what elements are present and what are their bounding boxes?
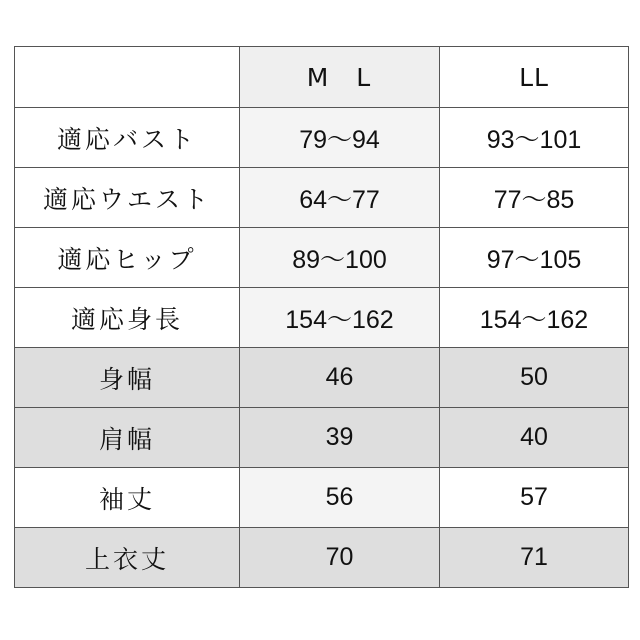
column-header-ll: LL bbox=[440, 47, 629, 108]
table-row-body-width bbox=[15, 348, 629, 408]
table-row-garment-length bbox=[15, 528, 629, 588]
row-label: 適応身長 bbox=[15, 288, 240, 348]
ll-value: 154～162 bbox=[440, 288, 629, 348]
ll-value: 93～101 bbox=[440, 108, 629, 168]
row-label: 袖丈 bbox=[15, 468, 240, 528]
ll-value: 50 bbox=[440, 348, 629, 408]
table-row-shoulder-width bbox=[15, 408, 629, 468]
ll-value: 57 bbox=[440, 468, 629, 528]
row-label: 適応ヒップ bbox=[15, 228, 240, 288]
size-chart bbox=[14, 46, 628, 587]
table-row-height bbox=[15, 288, 629, 348]
row-label: 適応ウエスト bbox=[15, 168, 240, 228]
ml-value: 154～162 bbox=[240, 288, 440, 348]
ml-value: 70 bbox=[240, 528, 440, 588]
row-label: 適応バスト bbox=[15, 108, 240, 168]
ll-value: 77～85 bbox=[440, 168, 629, 228]
ml-value: 39 bbox=[240, 408, 440, 468]
table-row-waist bbox=[15, 168, 629, 228]
ll-value: 97～105 bbox=[440, 228, 629, 288]
ml-value: 46 bbox=[240, 348, 440, 408]
table-row-hip bbox=[15, 228, 629, 288]
column-header-ml: M L bbox=[240, 47, 440, 108]
row-label: 上衣丈 bbox=[15, 528, 240, 588]
header-row bbox=[15, 47, 629, 108]
ll-value: 40 bbox=[440, 408, 629, 468]
table-row-bust bbox=[15, 108, 629, 168]
size-table bbox=[14, 46, 629, 588]
ml-value: 56 bbox=[240, 468, 440, 528]
ml-value: 64～77 bbox=[240, 168, 440, 228]
corner-cell bbox=[15, 47, 240, 108]
row-label: 肩幅 bbox=[15, 408, 240, 468]
ll-value: 71 bbox=[440, 528, 629, 588]
table-row-sleeve-length bbox=[15, 468, 629, 528]
ml-value: 79～94 bbox=[240, 108, 440, 168]
row-label: 身幅 bbox=[15, 348, 240, 408]
ml-value: 89～100 bbox=[240, 228, 440, 288]
